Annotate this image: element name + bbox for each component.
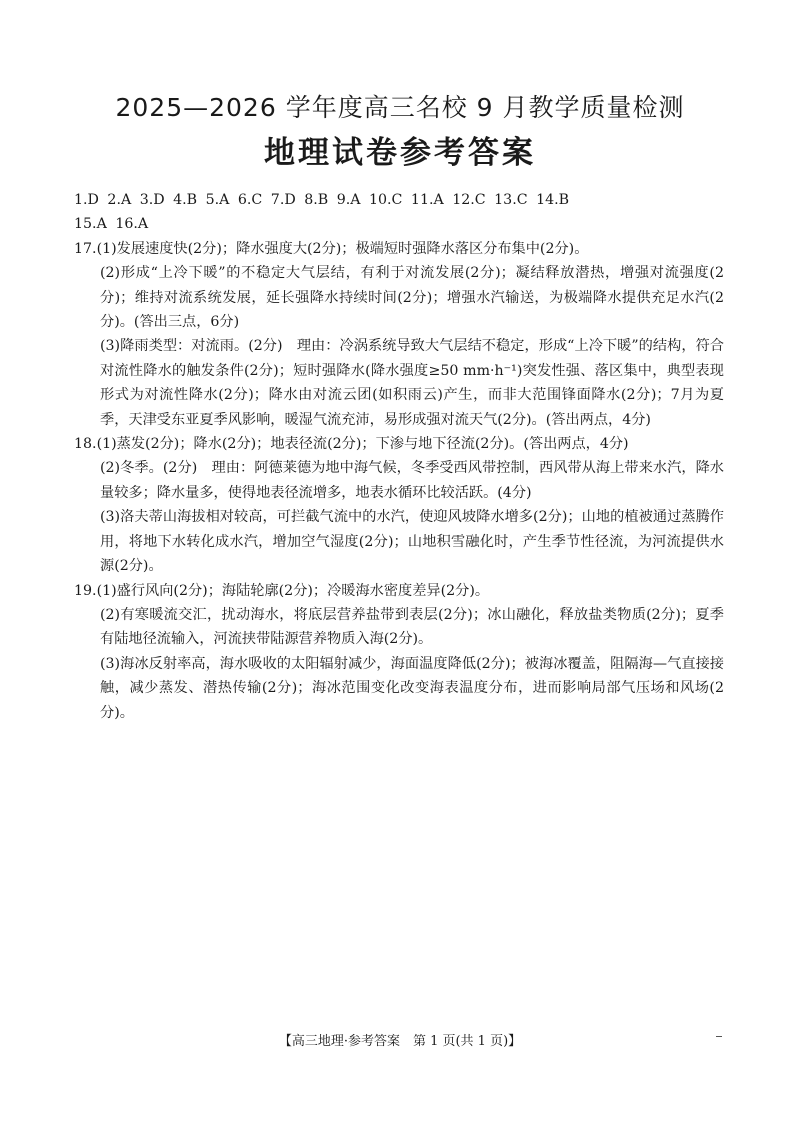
page-footer: 【高三地理·参考答案 第 1 页(共 1 页)】 bbox=[278, 1034, 522, 1049]
q19-part-3: (3)海冰反射率高，海水吸收的太阳辐射减少，海面温度降低(2分)；被海冰覆盖，阻隔海—气直接接触，减少蒸发、潜热传输(2分)；海冰范围变化改变海表温度分布，进而影响局部气压场和风场(2分)。 bbox=[100, 655, 724, 721]
q17-part-1: 17.(1)发展速度快(2分)；降水强度大(2分)；极端短时强降水落区分布集中(2分)。 bbox=[74, 240, 589, 257]
q18-part-3: (3)洛夫蒂山海拔相对较高，可拦截气流中的水汽，使迎风坡降水增多(2分)；山地的植被通过蒸腾作用，将地下水转化成水汽，增加空气湿度(2分)；山地积雪融化时，产生季节性径流，为河流提供水源(2分)。 bbox=[100, 509, 724, 575]
question-19 bbox=[74, 579, 724, 725]
corner-mark bbox=[716, 1036, 722, 1037]
q17-part-2: (2)形成“上冷下暖”的不稳定大气层结，有利于对流发展(2分)；凝结释放潜热，增强对流强度(2分)；维持对流系统发展，延长强降水持续时间(2分)；增强水汽输送，为极端降水提供充足水汽(2分)。(答出三点，6分) bbox=[100, 265, 724, 331]
q18-part-2: (2)冬季。(2分) 理由：阿德莱德为地中海气候，冬季受西风带控制，西风带从海上带来水汽，降水量较多；降水量多，使得地表径流增多，地表水循环比较活跃。(4分) bbox=[100, 460, 724, 501]
q19-part-2: (2)有寒暖流交汇，扰动海水，将底层营养盐带到表层(2分)；冰山融化，释放盐类物质(2分)；夏季有陆地径流输入，河流挟带陆源营养物质入海(2分)。 bbox=[100, 606, 724, 648]
question-18 bbox=[74, 432, 724, 578]
exam-title: 2025—2026 学年度高三名校 9 月教学质量检测 bbox=[115, 93, 685, 122]
q17-part-3: (3)降雨类型：对流雨。(2分) 理由：冷涡系统导致大气层结不稳定，形成“上冷下暖”的结构，符合对流性降水的触发条件(2分)；短时强降水(降水强度≥50 mm·h⁻¹)突发性强、落区集中，典型表现形式为对流性降水(2分)；降水由对流云团(如积雨云)产生，而非大范围锋面降水(2分)；7月为夏季，天津受东亚夏季风影响，暖湿气流充沛，易形成强对流天气(2分)。(答出两点，4分) bbox=[100, 338, 724, 428]
answer-content bbox=[74, 188, 724, 725]
q18-part-1: 18.(1)蒸发(2分)；降水(2分)；地表径流(2分)；下渗与地下径流(2分)。(答出两点，4分) bbox=[74, 436, 629, 453]
q19-part-1: 19.(1)盛行风向(2分)；海陆轮廓(2分)；冷暖海水密度差异(2分)。 bbox=[74, 582, 490, 599]
answer-key-title: 地理试卷参考答案 bbox=[264, 135, 536, 171]
mc-answers-line-2: 15.A 16.A bbox=[74, 216, 149, 233]
mc-answers-line-1: 1.D 2.A 3.D 4.B 5.A 6.C 7.D 8.B 9.A 10.C 11.A 12.C 13.C 14.B bbox=[74, 192, 570, 208]
question-17 bbox=[74, 237, 724, 432]
